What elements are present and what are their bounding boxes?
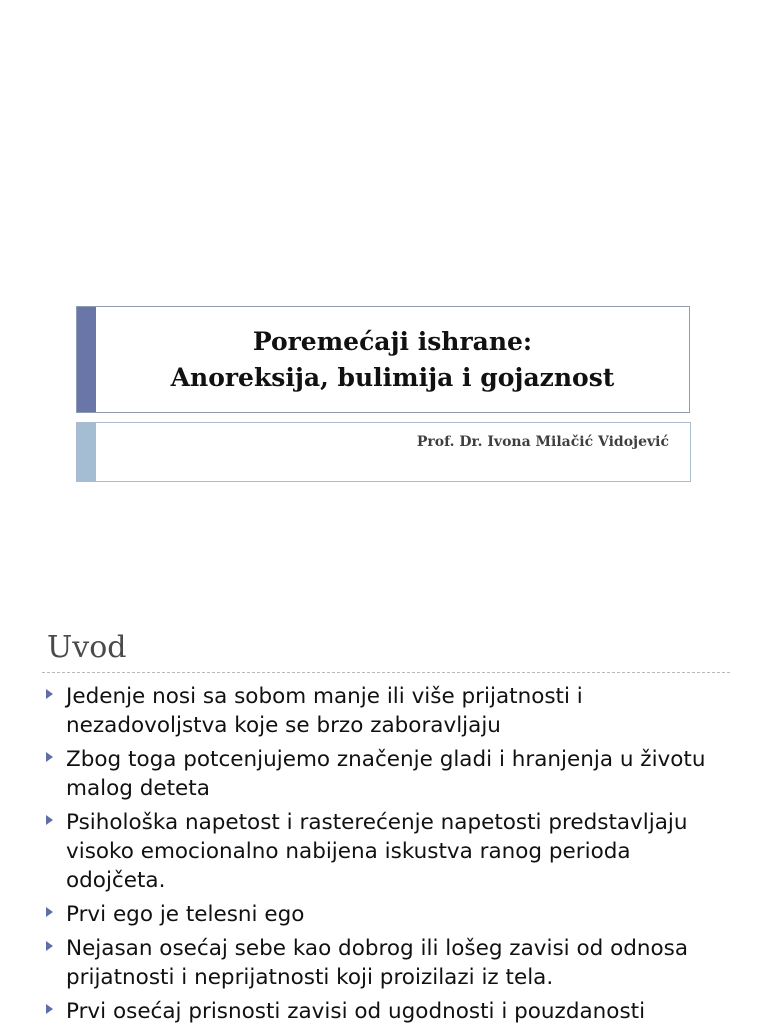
list-item — [44, 997, 734, 1026]
triangle-bullet-icon — [46, 752, 53, 762]
triangle-bullet-icon — [46, 1004, 53, 1014]
heading-divider — [42, 672, 730, 673]
triangle-bullet-icon — [46, 815, 53, 825]
triangle-bullet-icon — [46, 941, 53, 951]
slide-heading: Uvod — [47, 630, 127, 665]
title-box — [76, 306, 690, 413]
list-item — [44, 934, 734, 992]
bullet-text: Zbog toga potcenjujemo značenje gladi i hranjenja u životu malog deteta — [66, 747, 706, 801]
title-accent-bar — [77, 307, 96, 412]
bullet-text: Nejasan osećaj sebe kao dobrog ili lošeg zavisi od odnosa prijatnosti i neprijatnosti koji proizilazi iz tela. — [66, 936, 689, 990]
presentation-title — [96, 307, 689, 412]
bullet-list — [44, 682, 734, 1031]
list-item — [44, 808, 734, 895]
bullet-text: Jedenje nosi sa sobom manje ili više prijatnosti i nezadovoljstva koje se brzo zaboravljaju — [66, 684, 583, 738]
author-subtitle: Prof. Dr. Ivona Milačić Vidojević — [416, 434, 669, 450]
title-line-1: Poremećaji ishrane: — [252, 326, 533, 356]
list-item — [44, 682, 734, 740]
subtitle-box — [76, 422, 691, 482]
triangle-bullet-icon — [46, 907, 53, 917]
bullet-text: Prvi osećaj prisnosti zavisi od ugodnosti i pouzdanosti — [66, 999, 646, 1024]
title-line-2: Anoreksija, bulimija i gojaznost — [170, 362, 615, 392]
triangle-bullet-icon — [46, 689, 53, 699]
bullet-text: Prvi ego je telesni ego — [66, 902, 305, 927]
content-slide — [0, 576, 768, 1024]
bullet-text: Psihološka napetost i rasterećenje napetosti predstavljaju visoko emocionalno nabijena iskustva ranog perioda odojčeta. — [66, 810, 688, 893]
subtitle-accent-bar — [77, 423, 96, 481]
list-item — [44, 900, 734, 929]
list-item — [44, 745, 734, 803]
